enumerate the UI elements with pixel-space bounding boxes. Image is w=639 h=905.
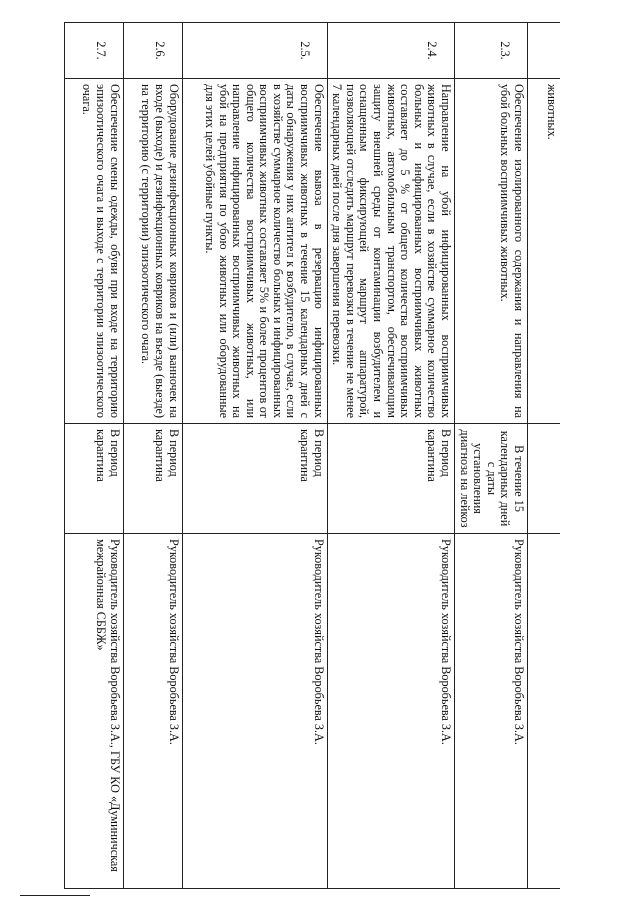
row-number	[528, 23, 561, 79]
term-text: В течение 15 календарных дней с даты установления диагноза на лейкоз	[455, 424, 528, 534]
responsible-text: Руководитель хозяйства Воробьева З.А., ГБУ КО «Думиничская межрайонная СББЖ»	[64, 534, 123, 889]
responsible-text: Руководитель хозяйства Воробьева З.А.	[455, 534, 528, 889]
footnote-divider	[20, 895, 90, 896]
table-row	[528, 23, 561, 889]
responsible-text	[528, 534, 561, 889]
term-text: В период карантина	[182, 424, 327, 534]
responsible-text: Руководитель хозяйства Воробьева З.А.	[123, 534, 182, 889]
term-text: В период карантина	[64, 424, 123, 534]
measure-text: Обеспечение вывоза в резервацию инфицированных восприимчивых животных в течение 15 календарных дней с даты обнаружения у них антител к возбудителю, в случае, если в хозяйстве суммарное количество больных и инфицированных восприимчивых животных составляет 5% и более процентов от общего количества восприимчивых животных, или направление инфицированных восприимчивых животных на убой на предприятия по убою животных или оборудованные для этих целей убойные пункты.	[182, 79, 327, 424]
measure-text: Обеспечение изолированного содержания и направления на убой больных восприимчивых животных.	[455, 79, 528, 424]
table-row	[327, 23, 454, 889]
term-text	[528, 424, 561, 534]
measure-text: Обеспечение смены одежды, обуви при входе на территорию эпизоотического очага и выходе с территории эпизоотического очага.	[64, 79, 123, 424]
responsible-text: Руководитель хозяйства Воробьева З.А.	[327, 534, 454, 889]
table-row	[182, 23, 327, 889]
rotated-table-sheet	[28, 22, 560, 888]
row-number: 2.5.	[182, 23, 327, 79]
row-number: 2.6.	[123, 23, 182, 79]
table-row	[455, 23, 528, 889]
row-number: 2.4.	[327, 23, 454, 79]
row-number: 2.7.	[64, 23, 123, 79]
responsible-text: Руководитель хозяйства Воробьева З.А.	[182, 534, 327, 889]
table-row	[64, 23, 123, 889]
measure-text: животных.	[528, 79, 561, 424]
term-text: В период карантина	[327, 424, 454, 534]
measure-text: Оборудование дезинфекционных ковриков и (или) ванночек на входе (выходе) и дезинфекционных ковриков на въезде (выезде) на территорию (с территории) эпизоотического очага.	[123, 79, 182, 424]
measures-table	[64, 22, 560, 889]
term-text: В период карантина	[123, 424, 182, 534]
measure-text: Направление на убой инфицированных восприимчивых животных в случае, если в хозяйстве суммарное количество больных и инфицированных восприимчивых животных составляет до 5 % от общего количества восприимчивых животных, автомобильным транспортом, обеспечивающим защиту внешней среды от контаминации возбудителем и оснащенным фиксирующей маршрут аппаратурой, позволяющей отследить маршрут перевозки в течение не менее 7 календарных дней после дня завершения перевозки.	[327, 79, 454, 424]
row-number: 2.3.	[455, 23, 528, 79]
table-row	[123, 23, 182, 889]
